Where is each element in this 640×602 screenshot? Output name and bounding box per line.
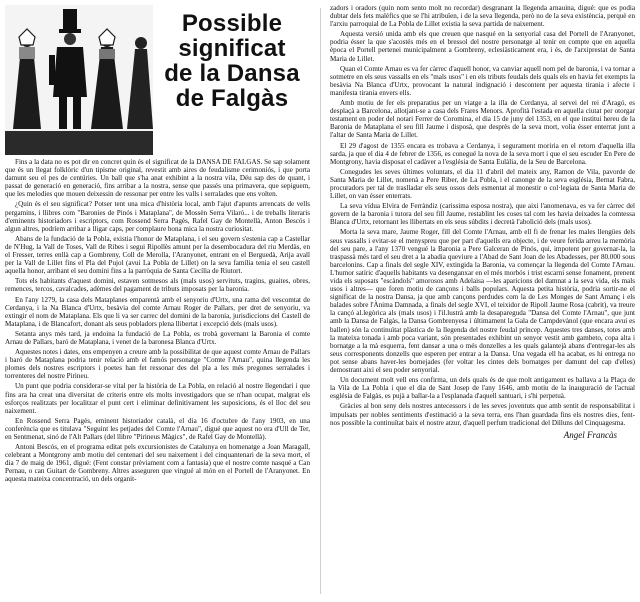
- paragraph: Aquestes notes i dates, ens empenyen a creure amb la possibilitat de que aquest comte Arnau de Pallars i baró de Mataplana podria tenir relació amb el famós personatge "Comte l'Arnau", quina llegenda les plomes dels nostres escriptors i poetes han fet ressonar des del pla a les més pregones serralades i torrenteres del nostre Pirineu.: [5, 348, 310, 381]
- title-line: de Falgàs: [175, 85, 289, 112]
- paragraph: Quan el Comte Arnau es va fer càrrec d'aquell honor, va canviar aquell nom pel de baronia, i va tornar a sotmetre en els seus vassalls en els "mals usos" i en els tributs feudals dels quals els en havia fet exempts la besàvia Na Blanca d'Urtx, provocant la natural indignació i descontent per aquesta tirania i afecte i manifesta tirania envers ells.: [330, 64, 635, 97]
- paragraph: ¿Quin és el seu significat? Potser tent una mica d'història local, amb l'ajut d'apunts arrencats de vells pergamins, i llibres com "Baronies de Pinós i Mataplana", de Mossèn Serra Vilaró... i de treballs literaris d'eminents historiadors i escriptors, com Rossend Serra Pagès, Rafel Gay de Montellà, Anton Bescós i algun altres, podríem arribar a lligar caps, per complaure bona mica la nostra curiositat.: [5, 200, 310, 233]
- paragraph: Gràcies al bon seny dels nostres antecessors i de les seves joventuts que amb sentit de responsabilitat i impulsats per nobles sentiments d'estimació a la seva terra, ens l'han guardada fins els nostres dies, fent-nos possible la continuïtat baix el nostre atzur, d'aquell perfum tradicional del Dilluns del Cinquagesma.: [330, 402, 635, 427]
- title-line: de la Dansa: [164, 60, 300, 87]
- paragraph: zadors i oradors (quin nom sento molt no recordar) desgranant la llegenda arnauina, digué: que es podia dubtar dels fets malèfics que se l'hi atribuïen, i de la seva llegenda, però no de la seva existència, perquè en l'arxiu parroquial de La Pobla de Lillet existia la seva partida de naixement.: [330, 4, 635, 29]
- right-column: [330, 4, 635, 598]
- paragraph: Un punt que podria considerar-se vital per la història de La Pobla, en relació al nostre llegendari i que fins ara ha creat una diversitat de criteris entre els molts investigadors que se n'han ocupat, malgrat els esforços realitzats per localitzar el punt cert i eliminar definitivament les suposicions, és el lloc del seu naixement.: [5, 382, 310, 415]
- paragraph: Conegudes les seves últimes voluntats, el dia 11 d'abril del mateix any, Ramon de Vila, pavorde de Santa Maria de Lillet, nomenà a Pere Riber, de La Pobla, i el canonge de la seva església, Bernat Fabra, procuradors per tal de traslladar els seus ossos dels esmentat al monestir o col·legiata de Santa Maria de Lillet, on van ésser enterrats.: [330, 167, 635, 201]
- title-line: Possible: [181, 10, 283, 37]
- paragraph: En l'any 1279, la casa dels Mataplanes emparentà amb el senyoriu d'Urtx, una rama del vescomtat de Cerdanya, i la Na Blanca d'Urtx, besàvia del comte Arnau Roger de Pallars, per dret de senyoriu, va extingir el nom de Mataplana. Els que li va ser carrec del domini de la baronia, jurisdiccions del Castell de Mataplana, i de Blancafort, donant als seus pobladors plena llibertat i excepció dels (mals usos).: [5, 295, 310, 328]
- dancers-illustration: [5, 5, 153, 155]
- paragraph: Antoni Bescós, en el programa editat pels excursionistes de Catalunya en homenatge a Joan Maragall, celebrant a Montgrony amb motiu del centenari del seu naixement i del cinquantenari de la seva mort, el dia 7 de maig de 1961, digué: (Fent constar prèviament com a fantasia) que el nostre comte nasqué a Can Pernau, o can Guitart de Gombreny. Altres asseguren que vingué al món en el Portell de l'Aranyonet. En aquesta mateixa concentració, un dels organit-: [5, 443, 310, 484]
- left-body-text: [5, 158, 310, 484]
- right-body-text: [330, 4, 635, 427]
- paragraph: Setanta anys més tard, ja endoina la fundació de La Pobla, es trobà governant la Baronia el comte Arnau de Pallars, baró de Mataplana, i venet de la baronesa Blanca d'Urtx.: [5, 329, 310, 346]
- paragraph: La seva vídua Elvira de Ferràndiz (carissima esposa nostra), que aixi l'anomenava, es va fer càrrec del govern de la baronia i tutora del seu fill Jaume, restablint les coses tal com les havia deixades la comtessa Blanca d'Urtx, retornant les llibertats en els seus súbdits i decretà l'abolició dels (mals usos).: [330, 202, 635, 227]
- paragraph: Tots els habitants d'aquest domini, estaven sotmesos als (mals usos) servituts, tragins, guaites, obres, remences, tercos, cavalcades, adèmes del pagament de tributs imposats per la baronia.: [5, 277, 310, 294]
- paragraph: Aquesta versió unida amb els que creuen que nasqué en la senyorial casa del Portell de l'Aranyonet, podria ésser la que s'acostés més en el bressol del nostre personatge al tenir en compte que en aquella època el Portell pertenei municipalment a Gombreny, eclesiàsticament era, i és, de l'arxiprestat de Santa Maria de Lillet.: [330, 30, 635, 63]
- article-title: [157, 11, 307, 111]
- paragraph: En Rossend Serra Pagès, eminent historiador català, el dia 16 d'octubre de l'any 1903, en una conferència que es titulava "Seguint les petjades del Comte l'Arnau", digué que aquest no era d'Ull de Ter, en Sentmenat, sinó de l'Alt Pallars (del llibre "Pirineus Màgics", de Rafel Gay de Montellà).: [5, 416, 310, 441]
- left-column: [5, 5, 310, 597]
- column-divider: [320, 8, 321, 594]
- article-header: [5, 5, 310, 155]
- paragraph: Amb motiu de fer els preparatius per un viatge a la illa de Cerdanya, al servei del rei d'Aragó, es desplaçà a Barcelona, allotjant-se a casa dels Frares Menors. Aprofità l'estada en aquella ciutat per otorgar testament en poder del notari Ferrer de Coromina, el dia 15 de juny del 1353, en el que institui hereu de la Baronia de Mataplana el seu fill Jaume i disposà, que desprès de la seva mort, volia ésser enterrat junt a l'altar de Santa Maria de Lillet.: [330, 99, 635, 140]
- paragraph: Un document molt vell ens confirma, un dels quals és de que molt antigament es ballava a la Plaça de la Vila de La Pobla i que el dia de Sant Josep de l'any 1646, amb motiu de la inauguració de l'actual església de Falgàs, es pujà a ballar-la a l'esplanada d'aquell santuari, i s'hi perpetuà.: [330, 376, 635, 401]
- title-line: significat: [178, 35, 286, 62]
- paragraph: El 29 d'agost de 1355 encara es trobava a Cerdanya, i segurament moriria en el retorn d'aquella illa sarda, ja que el dia 4 de febrer de 1356, es conegué la nova de la seva mort i que el seu escuder En Pere de Montgrony, havia disposat el cadàver a l'església de Santa Eulàlia, de la Seu de Barcelona.: [330, 141, 635, 166]
- paragraph: Fins a la data no es pot dir en concret quin és el significat de la DANSA DE FALGAS. Se sap solament que és un llegat folklòric d'un tipisme original, revestit amb aires de feudalisme cerimoniós, i que porta damunt seu el pes de centúries. Un ball que s'ha anat exhibint a la nostra vila, Déu sap des de quant, i passat de generació en generació, fins arribar a la nostra, sense que passés una primavera, que sepiguem, que les melodies que mouen deixessin de ressonar per entre les valls i serralades que ens volten.: [5, 158, 310, 199]
- paragraph: Abans de la fundació de la Pobla, existia l'honor de Mataplana, i el seu govern s'estenia cap a Castellar de N'Hug, la Vall de Toses, Vall de Ribes i segui Ripollès amunt per la desembocadura del riu Merdàs, en el Fresser, terres enllà cap a Gombrenу, Coll de Merolla, l'Aranyonet, entrant en el Berguedà, Arija avall per la Vall de Lillet fins el Pla del Pujol (avui La Pobla de Lillet) on la seva família tenia el seu castell aquella honor, arribant el seu domini fins a la parròquia de Santa Cecília de Riutort.: [5, 234, 310, 276]
- paragraph: Morta la seva mare, Jaume Roger, fill del Comte l'Arnau, amb ell fi de frenar les males llengües dels seus vassalls i evitar-se el menyspreu que per part d'aquells era objecte, i de veure ferida arreu la memòria del seu pare, a l'any 1370 vengué la Baronia a Pere Galceran de Pinós, qui, impotent per governar-la, la traspassà més tard el seu dret a la abadia queviure a l'Abad de Sant Joan de les Abadesses, per 80.000 sous barcelonins. Cap a finals del segle XIV, extingida la Baronia, va començar la llegenda del Comte l'Arnau. L'humor satíric d'aquells habitants va desenganxar en el més morbós i trist escarni sense fonament, prenent vida els suposats "escàndols" amorosos amb Adelaisa —les aparicions del damnat a la seva vida, els mals usos i altres— que foren motiu de cançons i balls populars. Aquesta petita història, podria sortir-ne el significat de la nostra Dansa, ja que amb cançons perdudes com la de Les Monges de Sant Amanç i els balades sobre l'Ànima Damnada, a finals del segle XVI, el teixidor de Ripoll Jaume Rosa (cabrit), va treure la cançó al.legòrica als (mals usos) i l'il.lustrà amb la desapareguda "Dansa del Comte l'Arnau", que junt amb la Dansa de Falgàs, la Dansa Gombrenyesa i últimament la Gala de Campdevànol (que encara avui es ballen) són la continuïtat plàstica de la llegenda del nostre feudal príncep. Aquestes tres danses, totes amb la mateixa tonada i amb poca variant, són presentades exhibint un senyor vestit amb gambeto, copa alta i bornatge a la mà esquerra, fent dansar a una o més donzelles a les quals galantejà abans d'entregar-les als seus corresponents donzells que esperen per entrar a la Dansa. Una vegada ell ha acabat, es hi entrega no pot sense abans haver-les bornejades (fer voltar les cintes dels bornatges per damunt del cap d'elles) demostrant aixi el seu poder senyorial.: [330, 228, 635, 375]
- author-signature: Angel Francàs: [563, 429, 617, 440]
